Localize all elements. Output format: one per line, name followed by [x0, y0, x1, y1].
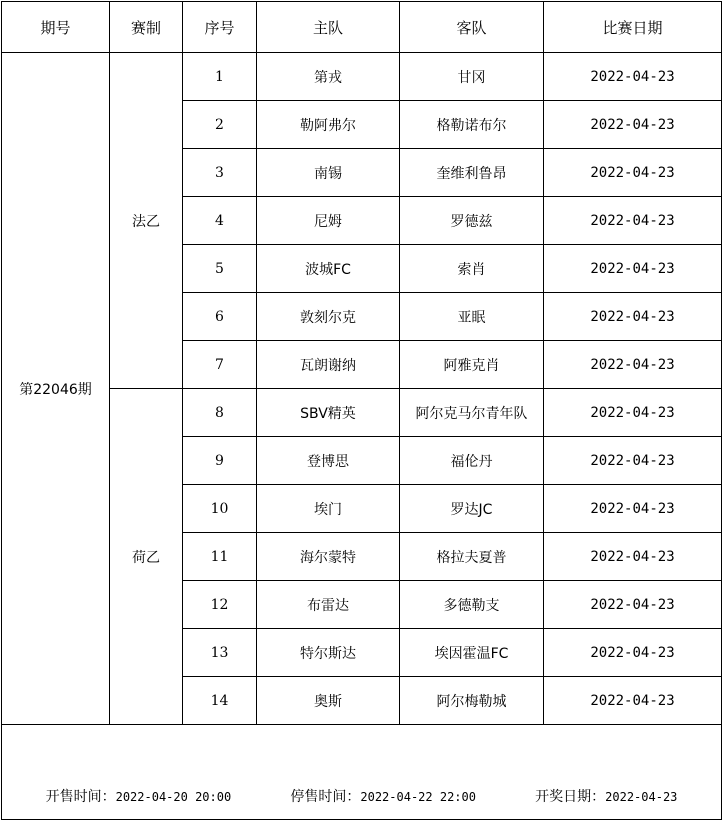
away-team-cell: 奎维利鲁昂 [400, 149, 544, 197]
competition-cell-ligue2: 法乙 [110, 53, 183, 389]
seq-cell: 1 [183, 53, 257, 101]
header-period: 期号 [2, 2, 110, 53]
seq-cell: 14 [183, 677, 257, 725]
sale-stop-value: 2022-04-22 22:00 [360, 789, 476, 804]
match-date-cell: 2022-04-23 [544, 53, 722, 101]
blank-cell [2, 725, 722, 773]
match-date-cell: 2022-04-23 [544, 389, 722, 437]
header-competition: 赛制 [110, 2, 183, 53]
seq-cell: 12 [183, 581, 257, 629]
table-row [2, 389, 722, 437]
home-team-cell: 埃门 [257, 485, 400, 533]
match-date-cell: 2022-04-23 [544, 101, 722, 149]
match-date-cell: 2022-04-23 [544, 341, 722, 389]
sale-stop-info [290, 786, 476, 806]
home-team-cell: 勒阿弗尔 [257, 101, 400, 149]
draw-date-info [535, 786, 677, 806]
away-team-cell: 亚眠 [400, 293, 544, 341]
match-date-cell: 2022-04-23 [544, 581, 722, 629]
header-home-team: 主队 [257, 2, 400, 53]
away-team-cell: 甘冈 [400, 53, 544, 101]
away-team-cell: 阿雅克肖 [400, 341, 544, 389]
header-seq: 序号 [183, 2, 257, 53]
period-cell: 第22046期 [2, 53, 110, 725]
header-match-date: 比赛日期 [544, 2, 722, 53]
match-date-cell: 2022-04-23 [544, 677, 722, 725]
home-team-cell: 海尔蒙特 [257, 533, 400, 581]
table-row [2, 53, 722, 101]
away-team-cell: 格拉夫夏普 [400, 533, 544, 581]
seq-cell: 3 [183, 149, 257, 197]
seq-cell: 7 [183, 341, 257, 389]
match-date-cell: 2022-04-23 [544, 245, 722, 293]
home-team-cell: 尼姆 [257, 197, 400, 245]
sale-start-label: 开售时间： [45, 788, 116, 805]
home-team-cell: 特尔斯达 [257, 629, 400, 677]
sale-start-info [46, 786, 232, 806]
home-team-cell: 布雷达 [257, 581, 400, 629]
away-team-cell: 罗达JC [400, 485, 544, 533]
away-team-cell: 阿尔克马尔青年队 [400, 389, 544, 437]
footer-row [2, 772, 722, 820]
home-team-cell: 波城FC [257, 245, 400, 293]
seq-cell: 8 [183, 389, 257, 437]
match-date-cell: 2022-04-23 [544, 629, 722, 677]
away-team-cell: 格勒诺布尔 [400, 101, 544, 149]
footer-cell [2, 772, 722, 820]
away-team-cell: 多德勒支 [400, 581, 544, 629]
home-team-cell: SBV精英 [257, 389, 400, 437]
away-team-cell: 罗德兹 [400, 197, 544, 245]
seq-cell: 2 [183, 101, 257, 149]
draw-date-label: 开奖日期： [535, 788, 606, 805]
seq-cell: 9 [183, 437, 257, 485]
match-schedule-table [1, 1, 722, 820]
home-team-cell: 南锡 [257, 149, 400, 197]
away-team-cell: 阿尔梅勒城 [400, 677, 544, 725]
blank-row [2, 725, 722, 773]
home-team-cell: 登博思 [257, 437, 400, 485]
match-date-cell: 2022-04-23 [544, 197, 722, 245]
home-team-cell: 瓦朗谢纳 [257, 341, 400, 389]
away-team-cell: 福伦丹 [400, 437, 544, 485]
seq-cell: 11 [183, 533, 257, 581]
match-date-cell: 2022-04-23 [544, 437, 722, 485]
sale-start-value: 2022-04-20 20:00 [115, 789, 232, 804]
match-date-cell: 2022-04-23 [544, 149, 722, 197]
draw-date-value: 2022-04-23 [605, 789, 678, 804]
seq-cell: 13 [183, 629, 257, 677]
sale-stop-label: 停售时间： [290, 788, 361, 805]
header-row [2, 2, 722, 53]
header-away-team: 客队 [400, 2, 544, 53]
seq-cell: 6 [183, 293, 257, 341]
seq-cell: 10 [183, 485, 257, 533]
home-team-cell: 奥斯 [257, 677, 400, 725]
match-date-cell: 2022-04-23 [544, 485, 722, 533]
match-date-cell: 2022-04-23 [544, 533, 722, 581]
away-team-cell: 索肖 [400, 245, 544, 293]
seq-cell: 5 [183, 245, 257, 293]
home-team-cell: 敦刻尔克 [257, 293, 400, 341]
match-date-cell: 2022-04-23 [544, 293, 722, 341]
competition-cell-eerste-divisie: 荷乙 [110, 389, 183, 725]
away-team-cell: 埃因霍温FC [400, 629, 544, 677]
sale-info [2, 786, 721, 806]
seq-cell: 4 [183, 197, 257, 245]
home-team-cell: 第戎 [257, 53, 400, 101]
